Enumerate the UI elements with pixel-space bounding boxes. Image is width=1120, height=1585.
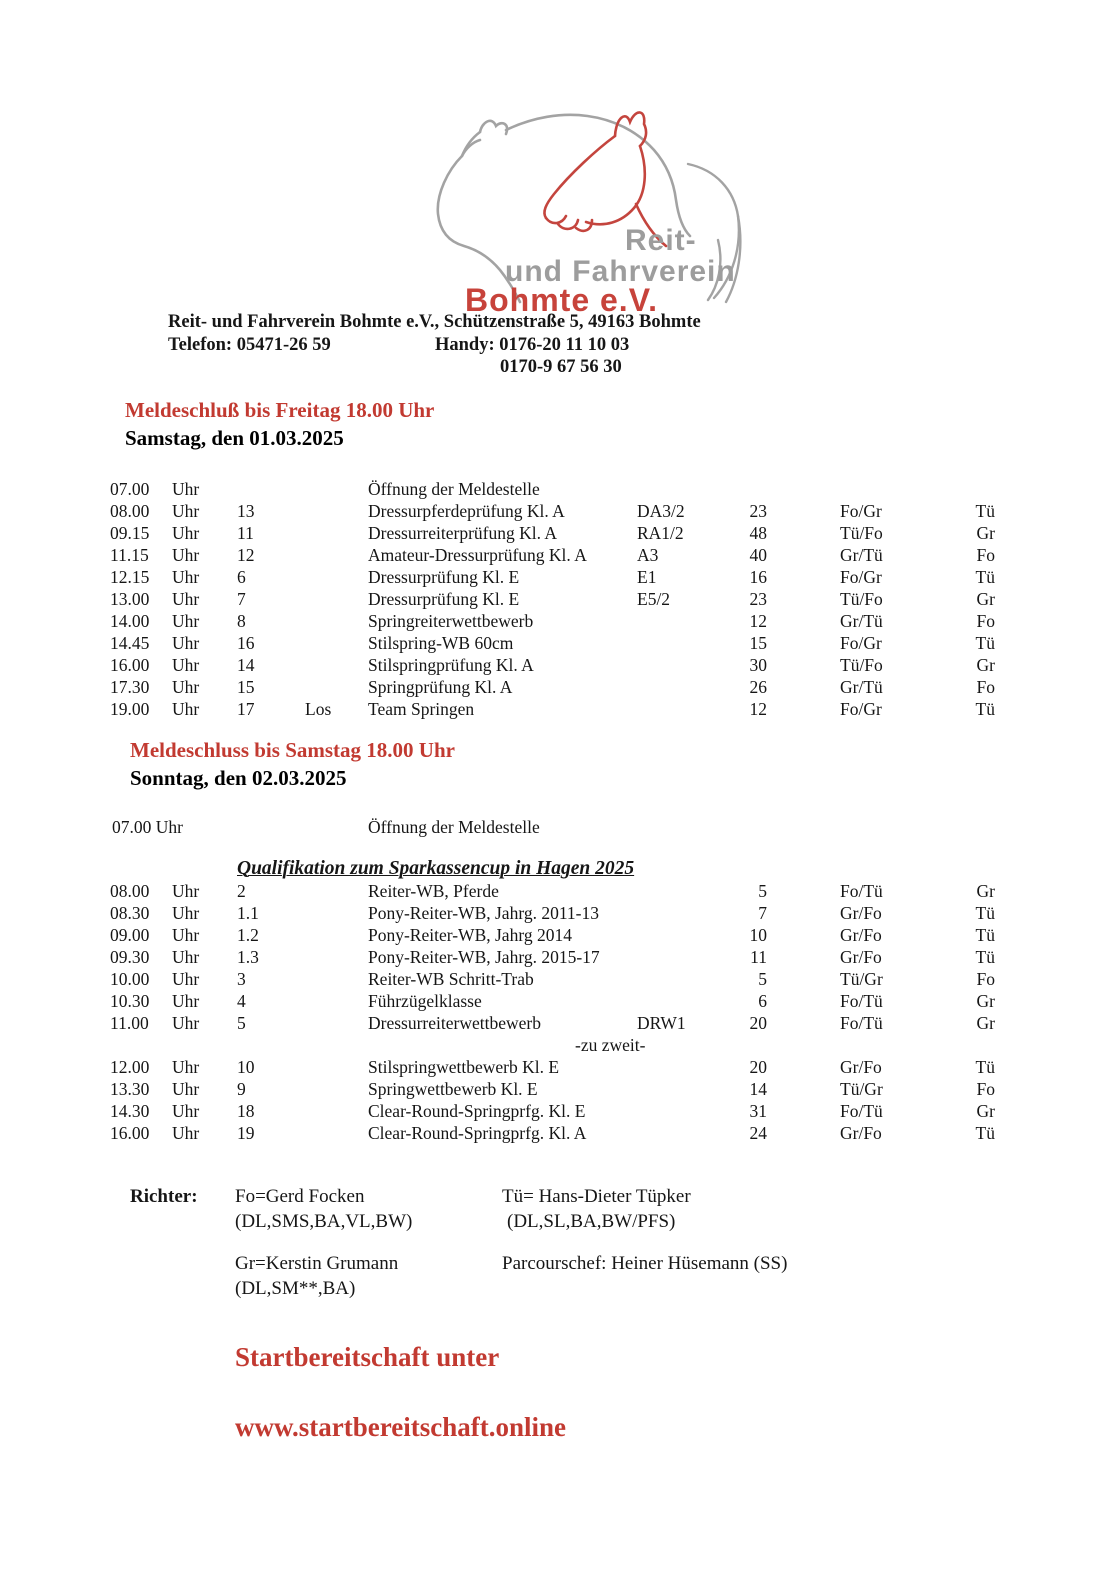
cell-num: 3 xyxy=(237,969,246,989)
cell-time: 09.15 xyxy=(110,523,150,543)
cell-j1: Gr/Fo xyxy=(840,903,882,923)
phone-handy: Handy: 0176-20 11 10 03 xyxy=(435,335,630,355)
cell-num: 10 xyxy=(237,1057,255,1077)
cell-uhr: Uhr xyxy=(172,501,200,521)
cell-time: 16.00 xyxy=(110,655,150,675)
cell-uhr: Uhr xyxy=(172,1013,200,1033)
cell-name: Stilspring-WB 60cm xyxy=(368,633,514,653)
cell-code: A3 xyxy=(637,545,659,565)
cell-count: 11 xyxy=(750,947,767,967)
cell-name: Clear-Round-Springprfg. Kl. A xyxy=(368,1123,587,1143)
cell-name: Dressurreiterwettbewerb xyxy=(368,1013,541,1033)
cell-count: 6 xyxy=(758,991,767,1011)
cell-uhr: Uhr xyxy=(172,633,200,653)
cell-time: 10.00 xyxy=(110,969,150,989)
cell-num: 4 xyxy=(237,991,246,1011)
cell-time: 08.30 xyxy=(110,903,150,923)
table-row xyxy=(110,1035,1110,1057)
cell-count: 10 xyxy=(749,925,767,945)
cell-uhr: Uhr xyxy=(172,611,200,631)
table-row xyxy=(110,881,1110,903)
saturday-schedule-table xyxy=(110,479,1110,721)
table-row xyxy=(110,969,1110,991)
sunday-opening-time: 07.00 Uhr xyxy=(112,817,183,837)
cell-name: Springwettbewerb Kl. E xyxy=(368,1079,538,1099)
cell-uhr: Uhr xyxy=(172,1123,200,1143)
cell-j1: Fo/Tü xyxy=(840,1101,883,1121)
cell-name: Dressurreiterprüfung Kl. A xyxy=(368,523,558,543)
table-row xyxy=(110,925,1110,947)
cell-j2: Tü xyxy=(975,925,995,945)
cell-count: 20 xyxy=(749,1057,767,1077)
cell-uhr: Uhr xyxy=(172,947,200,967)
judge-gr-quals: (DL,SM**,BA) xyxy=(235,1278,356,1299)
cell-name: Pony-Reiter-WB, Jahrg. 2011-13 xyxy=(368,903,600,923)
cell-name: Springprüfung Kl. A xyxy=(368,677,513,697)
cell-num: 16 xyxy=(237,633,255,653)
cell-uhr: Uhr xyxy=(172,991,200,1011)
parcourschef: Parcourschef: Heiner Hüsemann (SS) xyxy=(502,1253,788,1274)
phone-telefon: Telefon: 05471-26 59 xyxy=(168,335,331,355)
cell-uhr: Uhr xyxy=(172,589,200,609)
table-row xyxy=(110,947,1110,969)
cell-j1: Fo/Gr xyxy=(840,699,882,719)
table-row xyxy=(110,1079,1110,1101)
cell-time: 19.00 xyxy=(110,699,150,719)
sunday-opening-name: Öffnung der Meldestelle xyxy=(368,817,540,837)
cell-num: 13 xyxy=(237,501,255,521)
cell-count: 7 xyxy=(758,903,767,923)
judge-gr-name: Gr=Kerstin Grumann xyxy=(235,1253,399,1274)
cell-j2: Tü xyxy=(975,903,995,923)
cell-time: 13.00 xyxy=(110,589,150,609)
cell-count: 12 xyxy=(749,699,767,719)
cell-count: 16 xyxy=(749,567,767,587)
table-row xyxy=(110,903,1110,925)
cell-count: 23 xyxy=(749,501,767,521)
cell-time: 12.00 xyxy=(110,1057,150,1077)
table-row xyxy=(110,699,1110,721)
cell-time: 13.30 xyxy=(110,1079,150,1099)
cell-j1: Gr/Fo xyxy=(840,1057,882,1077)
logo-text-reit: Reit- xyxy=(625,224,697,257)
cell-time: 14.30 xyxy=(110,1101,150,1121)
cell-count: 15 xyxy=(749,633,767,653)
cell-uhr: Uhr xyxy=(172,1079,200,1099)
cell-code: DRW1 xyxy=(637,1013,686,1033)
cell-j2: Gr xyxy=(976,881,995,901)
cell-name: Führzügelklasse xyxy=(368,991,482,1011)
cell-num: 2 xyxy=(237,881,246,901)
saturday-date-heading: Samstag, den 01.03.2025 xyxy=(125,426,344,450)
cell-j2: Tü xyxy=(975,699,995,719)
cell-j1: Tü/Gr xyxy=(840,1079,883,1099)
cell-time: 10.30 xyxy=(110,991,150,1011)
table-row xyxy=(110,545,1110,567)
judge-tu-quals: (DL,SL,BA,BW/PFS) xyxy=(507,1211,676,1232)
table-row xyxy=(110,633,1110,655)
cell-num: 8 xyxy=(237,611,246,631)
qualification-title: Qualifikation zum Sparkassencup in Hagen 2025 xyxy=(237,858,635,879)
cell-j2: Tü xyxy=(975,947,995,967)
cell-j2: Gr xyxy=(976,1101,995,1121)
table-row xyxy=(110,1013,1110,1035)
cell-name: Dressurpferdeprüfung Kl. A xyxy=(368,501,565,521)
cell-num: 1.3 xyxy=(237,947,259,967)
cell-j1: Tü/Gr xyxy=(840,969,883,989)
cell-j1: Gr/Tü xyxy=(840,611,883,631)
cell-j2: Tü xyxy=(975,1123,995,1143)
cell-name: Stilspringprüfung Kl. A xyxy=(368,655,534,675)
judge-fo-quals: (DL,SMS,BA,VL,BW) xyxy=(235,1211,413,1232)
logo-text-bohmte: Bohmte e.V. xyxy=(465,282,658,315)
cell-num: 1.2 xyxy=(237,925,259,945)
judges-label: Richter: xyxy=(130,1186,198,1207)
cell-code: RA1/2 xyxy=(637,523,684,543)
table-row xyxy=(110,991,1110,1013)
cell-j2: Tü xyxy=(975,567,995,587)
cell-num: 19 xyxy=(237,1123,255,1143)
table-row xyxy=(110,1101,1110,1123)
startbereitschaft-url: www.startbereitschaft.online xyxy=(235,1412,566,1442)
cell-count: 24 xyxy=(749,1123,767,1143)
cell-j1: Fo/Tü xyxy=(840,991,883,1011)
cell-num: 12 xyxy=(237,545,255,565)
club-logo xyxy=(420,100,770,315)
cell-j1: Fo/Tü xyxy=(840,881,883,901)
cell-j1: Fo/Gr xyxy=(840,633,882,653)
judge-fo-name: Fo=Gerd Focken xyxy=(235,1186,365,1207)
table-row xyxy=(110,611,1110,633)
cell-time: 16.00 xyxy=(110,1123,150,1143)
cell-j2: Gr xyxy=(976,523,995,543)
cell-time: 08.00 xyxy=(110,881,150,901)
table-row xyxy=(110,677,1110,699)
cell-count: 20 xyxy=(749,1013,767,1033)
cell-num: 9 xyxy=(237,1079,246,1099)
cell-time: 09.00 xyxy=(110,925,150,945)
cell-note: -zu zweit- xyxy=(575,1035,646,1055)
sunday-schedule-table xyxy=(110,881,1110,1145)
cell-count: 23 xyxy=(749,589,767,609)
cell-j2: Fo xyxy=(976,611,995,631)
cell-j2: Gr xyxy=(976,1013,995,1033)
cell-j1: Tü/Fo xyxy=(840,655,883,675)
cell-name: Öffnung der Meldestelle xyxy=(368,479,540,499)
cell-j2: Tü xyxy=(975,1057,995,1077)
cell-num: 7 xyxy=(237,589,246,609)
cell-uhr: Uhr xyxy=(172,1101,200,1121)
cell-uhr: Uhr xyxy=(172,1057,200,1077)
cell-count: 40 xyxy=(749,545,767,565)
cell-count: 31 xyxy=(749,1101,767,1121)
cell-count: 5 xyxy=(758,881,767,901)
cell-j2: Gr xyxy=(976,655,995,675)
cell-name: Pony-Reiter-WB, Jahrg 2014 xyxy=(368,925,572,945)
cell-uhr: Uhr xyxy=(172,655,200,675)
cell-uhr: Uhr xyxy=(172,567,200,587)
cell-uhr: Uhr xyxy=(172,969,200,989)
cell-name: Reiter-WB Schritt-Trab xyxy=(368,969,534,989)
cell-j1: Gr/Fo xyxy=(840,925,882,945)
table-row xyxy=(110,1123,1110,1145)
cell-uhr: Uhr xyxy=(172,479,200,499)
cell-time: 08.00 xyxy=(110,501,150,521)
cell-uhr: Uhr xyxy=(172,925,200,945)
cell-name: Reiter-WB, Pferde xyxy=(368,881,499,901)
cell-j1: Gr/Tü xyxy=(840,545,883,565)
cell-count: 26 xyxy=(749,677,767,697)
sunday-deadline-heading: Meldeschluss bis Samstag 18.00 Uhr xyxy=(130,738,455,762)
phone-handy2: 0170-9 67 56 30 xyxy=(500,357,622,377)
table-row xyxy=(110,655,1110,677)
cell-j2: Fo xyxy=(976,1079,995,1099)
cell-name: Dressurprüfung Kl. E xyxy=(368,589,520,609)
cell-j1: Gr/Fo xyxy=(840,1123,882,1143)
cell-num: 1.1 xyxy=(237,903,259,923)
cell-name: Dressurprüfung Kl. E xyxy=(368,567,520,587)
saturday-deadline-heading: Meldeschluß bis Freitag 18.00 Uhr xyxy=(125,398,435,422)
cell-name: Amateur-Dressurprüfung Kl. A xyxy=(368,545,587,565)
cell-name: Team Springen xyxy=(368,699,475,719)
cell-num: 6 xyxy=(237,567,246,587)
cell-j2: Gr xyxy=(976,589,995,609)
cell-uhr: Uhr xyxy=(172,903,200,923)
cell-uhr: Uhr xyxy=(172,699,200,719)
cell-uhr: Uhr xyxy=(172,523,200,543)
cell-time: 12.15 xyxy=(110,567,150,587)
cell-code: DA3/2 xyxy=(637,501,685,521)
cell-j1: Fo/Gr xyxy=(840,501,882,521)
cell-j2: Fo xyxy=(976,545,995,565)
table-row xyxy=(110,567,1110,589)
cell-time: 17.30 xyxy=(110,677,150,697)
cell-j2: Tü xyxy=(975,501,995,521)
table-row xyxy=(110,589,1110,611)
cell-j1: Tü/Fo xyxy=(840,589,883,609)
cell-num: 5 xyxy=(237,1013,246,1033)
cell-j2: Gr xyxy=(976,991,995,1011)
cell-name: Springreiterwettbewerb xyxy=(368,611,534,631)
cell-time: 14.45 xyxy=(110,633,150,653)
cell-uhr: Uhr xyxy=(172,545,200,565)
cell-time: 11.15 xyxy=(110,545,149,565)
sunday-date-heading: Sonntag, den 02.03.2025 xyxy=(130,766,347,790)
cell-j1: Tü/Fo xyxy=(840,523,883,543)
table-row xyxy=(110,479,1110,501)
cell-j1: Fo/Gr xyxy=(840,567,882,587)
cell-j2: Tü xyxy=(975,633,995,653)
cell-count: 5 xyxy=(758,969,767,989)
cell-num: 15 xyxy=(237,677,255,697)
cell-name: Pony-Reiter-WB, Jahrg. 2015-17 xyxy=(368,947,600,967)
cell-time: 14.00 xyxy=(110,611,150,631)
cell-time: 09.30 xyxy=(110,947,150,967)
table-row xyxy=(110,501,1110,523)
cell-count: 30 xyxy=(749,655,767,675)
cell-j1: Fo/Tü xyxy=(840,1013,883,1033)
cell-code: E5/2 xyxy=(637,589,671,609)
cell-j1: Gr/Fo xyxy=(840,947,882,967)
cell-num: 14 xyxy=(237,655,255,675)
cell-los: Los xyxy=(305,699,332,719)
cell-uhr: Uhr xyxy=(172,881,200,901)
judge-tu-name: Tü= Hans-Dieter Tüpker xyxy=(502,1186,691,1207)
cell-j2: Fo xyxy=(976,969,995,989)
cell-uhr: Uhr xyxy=(172,677,200,697)
cell-num: 17 xyxy=(237,699,255,719)
cell-j2: Fo xyxy=(976,677,995,697)
cell-time: 11.00 xyxy=(110,1013,149,1033)
cell-time: 07.00 xyxy=(110,479,150,499)
cell-count: 12 xyxy=(749,611,767,631)
table-row xyxy=(110,1057,1110,1079)
cell-num: 18 xyxy=(237,1101,255,1121)
cell-count: 48 xyxy=(749,523,767,543)
cell-num: 11 xyxy=(237,523,254,543)
startbereitschaft-heading: Startbereitschaft unter xyxy=(235,1342,500,1372)
cell-name: Stilspringwettbewerb Kl. E xyxy=(368,1057,560,1077)
cell-count: 14 xyxy=(749,1079,767,1099)
cell-j1: Gr/Tü xyxy=(840,677,883,697)
logo-text-und-fahrverein: und Fahrverein xyxy=(505,255,736,288)
club-address: Reit- und Fahrverein Bohmte e.V., Schützenstraße 5, 49163 Bohmte xyxy=(168,312,701,332)
cell-code: E1 xyxy=(637,567,657,587)
table-row xyxy=(110,523,1110,545)
cell-name: Clear-Round-Springprfg. Kl. E xyxy=(368,1101,586,1121)
